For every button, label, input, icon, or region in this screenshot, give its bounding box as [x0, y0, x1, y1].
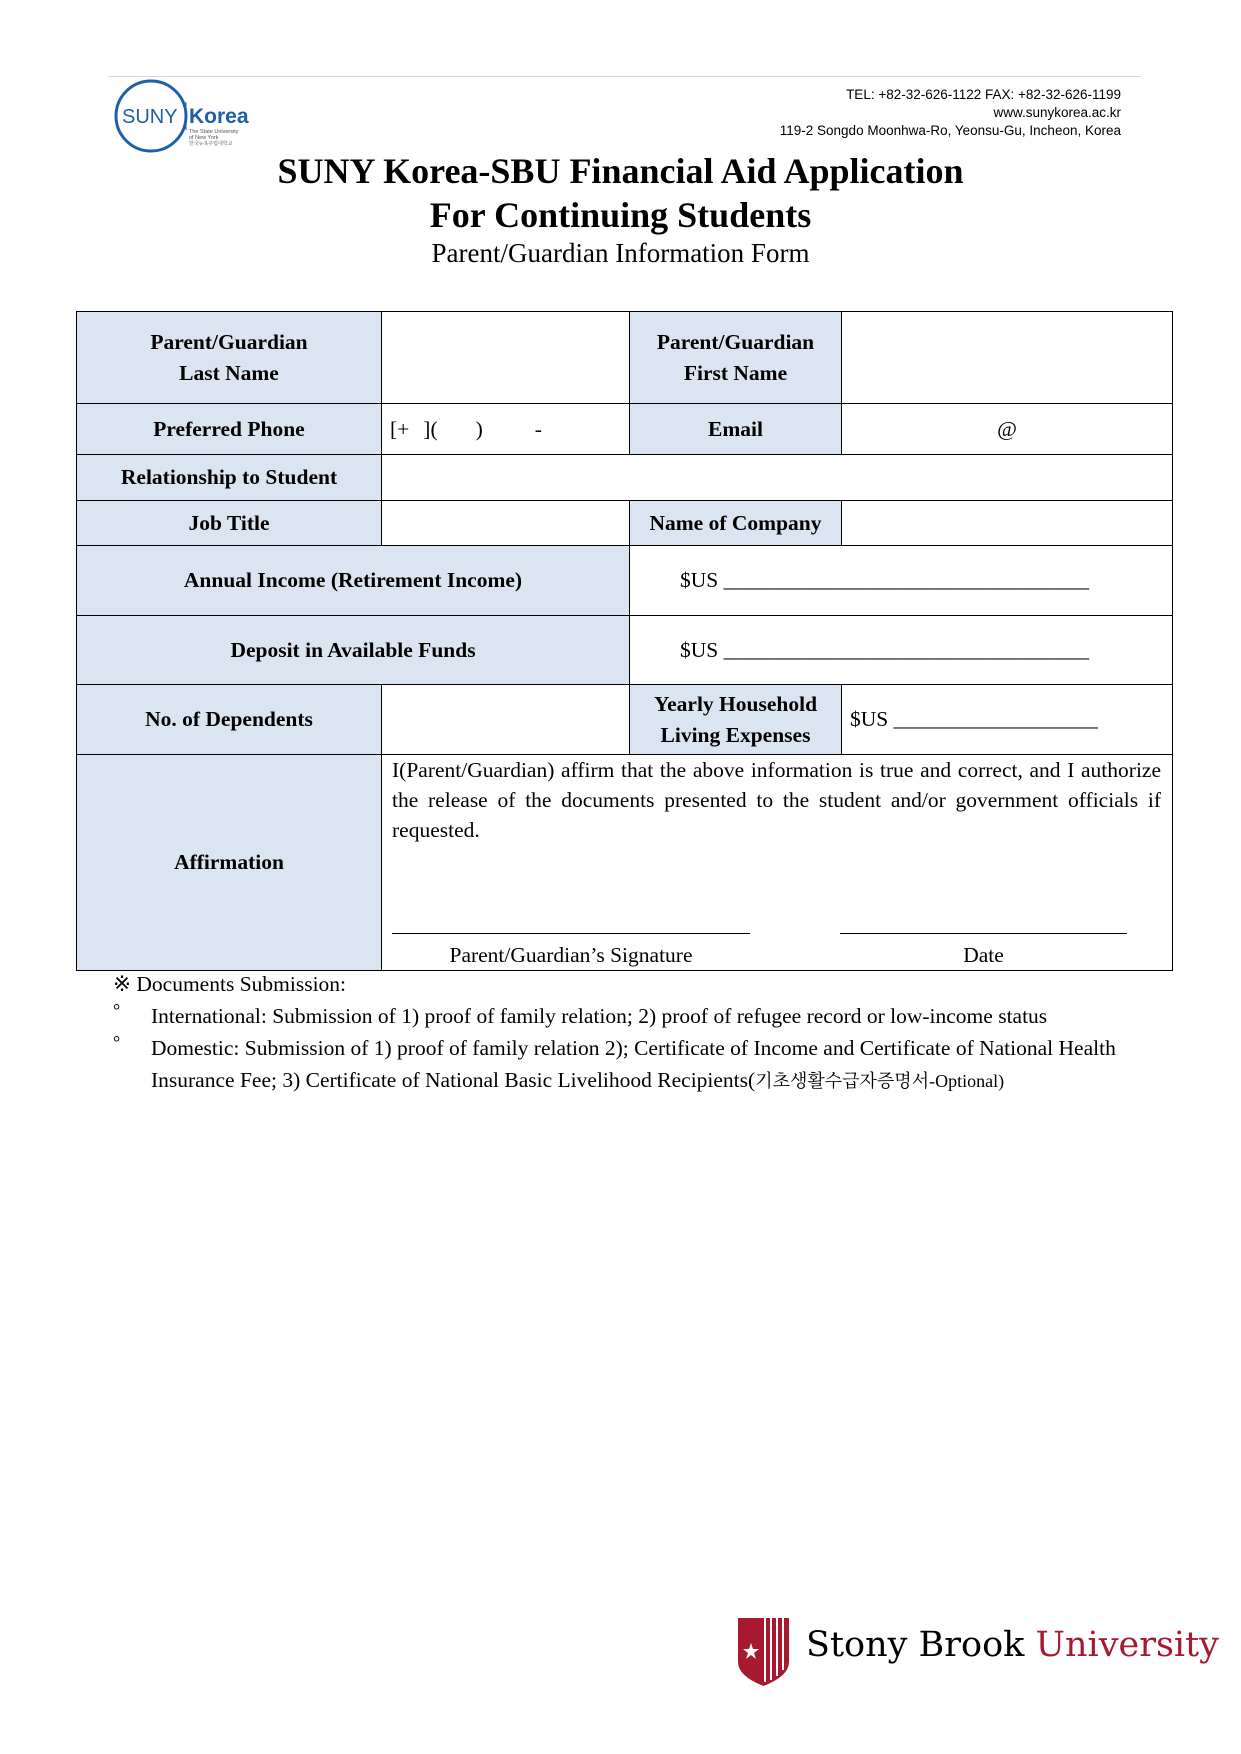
bullet-icon: ° — [113, 1032, 121, 1052]
logo-sub1: The State University — [189, 129, 239, 135]
table-row — [77, 685, 1173, 755]
income-label: Annual Income (Retirement Income) — [77, 546, 630, 616]
affirmation-cell — [382, 755, 1173, 971]
logo-sub2: of New York — [189, 135, 219, 141]
date-caption: Date — [963, 943, 1004, 967]
sbu-name: Stony Brook — [806, 1625, 1025, 1665]
deposit-field[interactable]: $US __________________________________ — [630, 616, 1173, 685]
contact-phone-fax: TEL: +82-32-626-1122 FAX: +82-32-626-1199 — [846, 87, 1121, 102]
last-name-label: Parent/Guardian Last Name — [77, 312, 382, 404]
notes-heading: ※ Documents Submission: — [113, 972, 347, 996]
company-field[interactable] — [842, 501, 1173, 546]
list-item — [113, 1000, 1191, 1032]
suny-korea-logo — [113, 78, 263, 154]
job-title-label: Job Title — [77, 501, 382, 546]
table-row — [77, 455, 1173, 501]
contact-website[interactable]: www.sunykorea.ac.kr — [993, 105, 1121, 120]
last-name-field[interactable] — [382, 312, 630, 404]
date-line — [840, 931, 1127, 934]
expenses-field[interactable]: $US ___________________ — [842, 685, 1173, 755]
phone-label: Preferred Phone — [77, 404, 382, 455]
relationship-label: Relationship to Student — [77, 455, 382, 501]
email-field[interactable]: @ — [842, 404, 1173, 455]
page-subtitle: Parent/Guardian Information Form — [431, 238, 810, 268]
table-row — [77, 404, 1173, 455]
table-row — [77, 755, 1173, 971]
list-item: ° Domestic: Submission of 1) proof of family relation 2); Certificate of Income and Certificate of National Health Insurance Fee; 3) Certificate of National Basic Livelihood Recipients(기초생활수급자증명서-Optional) — [113, 1032, 1191, 1098]
page-title: SUNY Korea-SBU Financial Aid Application — [277, 151, 964, 191]
logo-name: Korea — [189, 105, 249, 128]
page-title-line-2: For Continuing Students — [429, 195, 812, 235]
relationship-field[interactable] — [382, 455, 1173, 501]
logo-sub3: 한국뉴욕주립대학교 — [189, 141, 233, 147]
contact-address: 119-2 Songdo Moonhwa-Ro, Yeonsu-Gu, Incheon, Korea — [779, 123, 1121, 138]
note-domestic: Domestic: Submission of 1) proof of family relation 2); Certificate of Income and Certificate of National Health Insurance Fee; 3) Certificate of National Basic Livelihood Recipients — [151, 1036, 1116, 1092]
sbu-university: University — [1035, 1625, 1219, 1665]
affirmation-text: I(Parent/Guardian) affirm that the above information is true and correct, and I authorize the release of the documents presented to the student and/or government officials if requested. — [392, 758, 1161, 842]
header-rule — [108, 76, 1141, 77]
stony-brook-wordmark — [806, 1624, 1219, 1666]
documents-submission — [113, 968, 1191, 1098]
income-field[interactable]: $US __________________________________ — [630, 546, 1173, 616]
date-field[interactable] — [840, 931, 1127, 970]
table-row — [77, 501, 1173, 546]
first-name-label: Parent/Guardian First Name — [630, 312, 842, 404]
note-international: International: Submission of 1) proof of family relation; 2) proof of refugee record or low-income status — [151, 1004, 1048, 1028]
expenses-label: Yearly Household Living Expenses — [630, 685, 842, 755]
table-row — [77, 616, 1173, 685]
note-domestic-korean: 기초생활수급자증명서 — [755, 1071, 930, 1092]
bullet-icon: ° — [113, 1000, 121, 1020]
table-row — [77, 546, 1173, 616]
signature-row — [392, 931, 1161, 970]
guardian-info-table — [76, 311, 1173, 971]
signature-line — [392, 931, 750, 934]
contact-block — [780, 86, 1121, 140]
note-domestic-optional: -Optional) — [929, 1071, 1005, 1091]
logo-brand: SUNY — [122, 106, 178, 128]
signature-caption: Parent/Guardian’s Signature — [449, 943, 693, 967]
deposit-label: Deposit in Available Funds — [77, 616, 630, 685]
phone-field[interactable]: [+ ]( ) - — [382, 404, 630, 455]
table-row — [77, 312, 1173, 404]
dependents-label: No. of Dependents — [77, 685, 382, 755]
first-name-field[interactable] — [842, 312, 1173, 404]
signature-field[interactable] — [392, 931, 750, 970]
email-label: Email — [630, 404, 842, 455]
job-title-field[interactable] — [382, 501, 630, 546]
dependents-field[interactable] — [382, 685, 630, 755]
affirmation-label: Affirmation — [77, 755, 382, 971]
company-label: Name of Company — [630, 501, 842, 546]
